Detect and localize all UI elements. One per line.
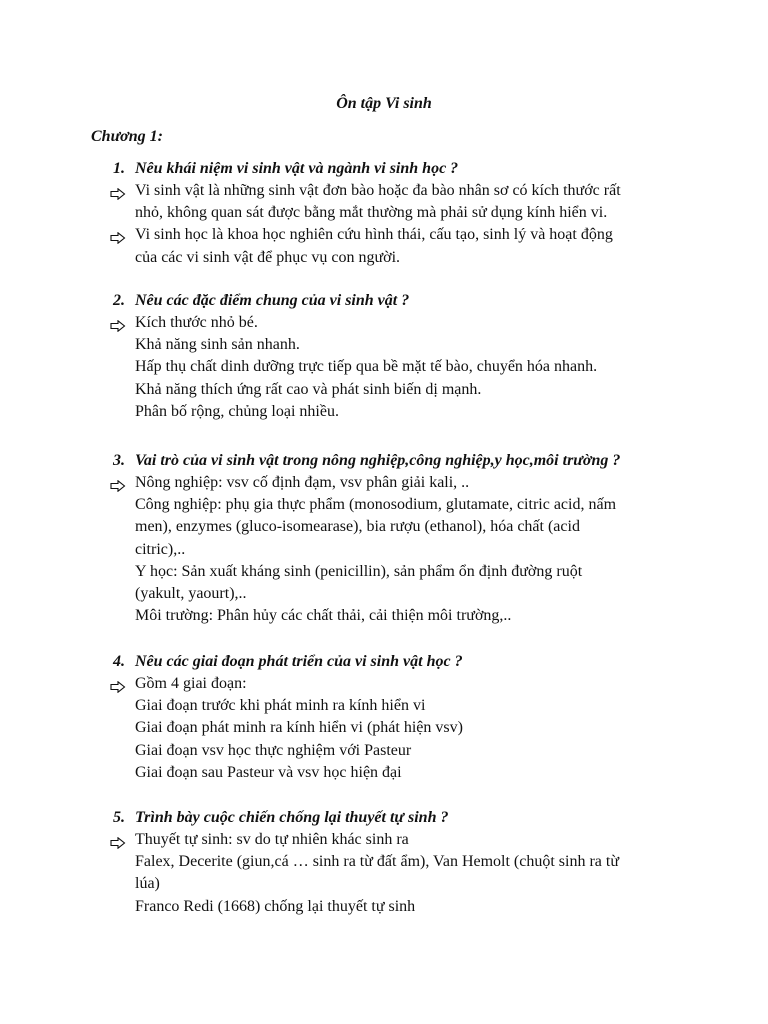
question-number: 1. xyxy=(113,160,125,177)
question-section xyxy=(0,158,768,269)
question-section xyxy=(0,290,768,423)
answer-text: Kích thước nhỏ bé. xyxy=(135,314,258,331)
answer-text: Công nghiệp: phụ gia thực phẩm (monosodium, glutamate, citric acid, nấm xyxy=(135,496,617,514)
arrow-bullet-icon xyxy=(110,229,126,241)
question-heading xyxy=(0,450,768,472)
answer-line xyxy=(0,762,768,784)
question-heading xyxy=(0,807,768,829)
answer-text: lúa) xyxy=(135,875,160,893)
answer-text: citric),.. xyxy=(135,540,186,558)
answer-line xyxy=(0,247,768,269)
answer-line xyxy=(0,516,768,538)
answer-line xyxy=(0,829,768,851)
answer-line xyxy=(0,873,768,895)
answer-line xyxy=(0,740,768,762)
arrow-bullet-icon xyxy=(110,834,126,846)
answer-line xyxy=(0,605,768,627)
answer-text: Vi sinh vật là những sinh vật đơn bào hoặc đa bào nhân sơ có kích thước rất xyxy=(135,182,621,199)
answer-line xyxy=(0,539,768,561)
question-text: Nêu các đặc điểm chung của vi sinh vật ? xyxy=(135,292,410,309)
answer-text: Falex, Decerite (giun,cá … sinh ra từ đất ẩm), Van Hemolt (chuột sinh ra từ xyxy=(135,853,620,871)
answer-text: Y học: Sản xuất kháng sinh (penicillin), sản phẩm ổn định đường ruột xyxy=(135,562,583,580)
answer-line xyxy=(0,379,768,401)
chapter-heading: Chương 1: xyxy=(91,128,163,145)
question-text: Vai trò của vi sinh vật trong nông nghiệp,công nghiệp,y học,môi trường ? xyxy=(135,452,621,469)
arrow-bullet-icon xyxy=(110,678,126,690)
answer-text: Giai đoạn vsv học thực nghiệm với Pasteur xyxy=(135,741,412,759)
answer-text: Hấp thụ chất dinh dưỡng trực tiếp qua bề mặt tế bào, chuyển hóa nhanh. xyxy=(135,358,598,376)
answer-line xyxy=(0,401,768,423)
answer-line xyxy=(0,312,768,334)
answer-line xyxy=(0,472,768,494)
answer-text: Vi sinh học là khoa học nghiên cứu hình thái, cấu tạo, sinh lý và hoạt động xyxy=(135,226,613,244)
question-text: Trình bày cuộc chiến chống lại thuyết tự sinh ? xyxy=(135,809,449,826)
answer-text: Phân bố rộng, chủng loại nhiều. xyxy=(135,402,339,420)
answer-text: Khả năng thích ứng rất cao và phát sinh biến dị mạnh. xyxy=(135,380,482,398)
arrow-bullet-icon xyxy=(110,317,126,329)
answer-text: Thuyết tự sinh: sv do tự nhiên khác sinh ra xyxy=(135,831,409,848)
question-text: Nêu các giai đoạn phát triển của vi sinh vật học ? xyxy=(135,653,463,670)
answer-text: (yakult, yaourt),.. xyxy=(135,584,247,602)
answer-text: Môi trường: Phân hủy các chất thải, cải thiện môi trường,.. xyxy=(135,607,512,625)
question-number: 3. xyxy=(113,452,125,469)
answer-text: Nông nghiệp: vsv cố định đạm, vsv phân giải kali, .. xyxy=(135,474,470,491)
answer-text: Gồm 4 giai đoạn: xyxy=(135,675,247,692)
question-number: 5. xyxy=(113,809,125,826)
question-number: 2. xyxy=(113,292,125,309)
question-text: Nêu khái niệm vi sinh vật và ngành vi sinh học ? xyxy=(135,160,459,177)
answer-line xyxy=(0,583,768,605)
answer-text: Giai đoạn sau Pasteur và vsv học hiện đại xyxy=(135,763,402,781)
answer-text: Giai đoạn trước khi phát minh ra kính hiển vi xyxy=(135,697,426,715)
answer-line xyxy=(0,896,768,918)
question-heading xyxy=(0,290,768,312)
answer-line xyxy=(0,494,768,516)
answer-line xyxy=(0,673,768,695)
question-section xyxy=(0,450,768,627)
question-heading xyxy=(0,158,768,180)
answer-line xyxy=(0,356,768,378)
question-number: 4. xyxy=(113,653,125,670)
answer-text: Khả năng sinh sản nhanh. xyxy=(135,336,300,354)
answer-line xyxy=(0,334,768,356)
arrow-bullet-icon xyxy=(110,185,126,197)
answer-line xyxy=(0,695,768,717)
question-heading xyxy=(0,651,768,673)
answer-line xyxy=(0,851,768,873)
answer-line xyxy=(0,561,768,583)
arrow-bullet-icon xyxy=(110,477,126,489)
question-section xyxy=(0,807,768,918)
answer-text: men), enzymes (gluco-isomearase), bia rượu (ethanol), hóa chất (acid xyxy=(135,518,580,536)
document-title: Ôn tập Vi sinh xyxy=(336,95,432,112)
answer-text: của các vi sinh vật để phục vụ con người. xyxy=(135,248,401,266)
question-section xyxy=(0,651,768,784)
answer-text: nhỏ, không quan sát được bằng mắt thường mà phải sử dụng kính hiển vi. xyxy=(135,204,608,222)
answer-line xyxy=(0,180,768,202)
answer-line xyxy=(0,224,768,246)
answer-line xyxy=(0,717,768,739)
answer-text: Franco Redi (1668) chống lại thuyết tự sinh xyxy=(135,897,416,915)
answer-line xyxy=(0,202,768,224)
answer-text: Giai đoạn phát minh ra kính hiển vi (phát hiện vsv) xyxy=(135,719,463,737)
